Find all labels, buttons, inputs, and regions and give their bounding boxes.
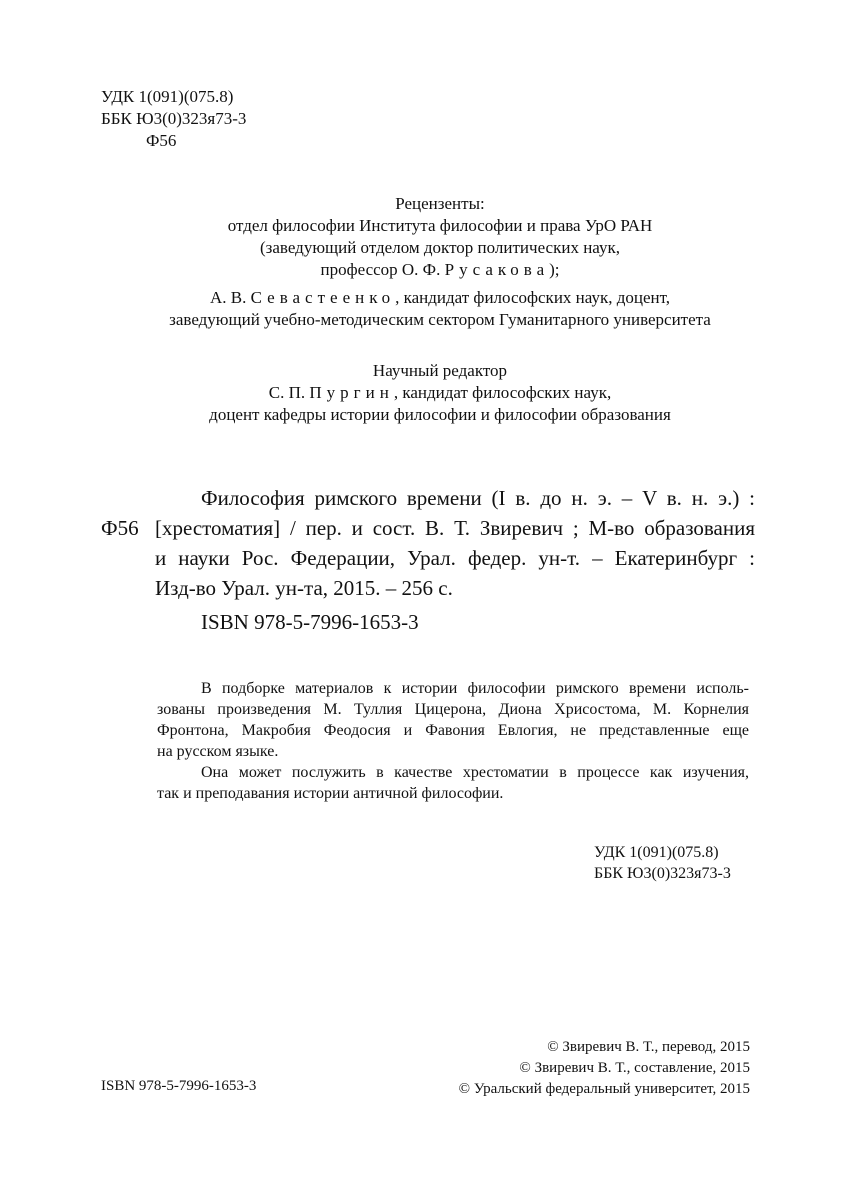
abstract-p2-line1: Она может послужить в качестве хрестоматии в процессе как изучения, xyxy=(201,764,749,781)
copyright-university: © Уральский федеральный университет, 2015 xyxy=(458,1081,750,1097)
editor-initials: С. П. xyxy=(268,383,306,402)
reviewers-section xyxy=(60,193,820,331)
editor-name: Пургин xyxy=(309,383,394,402)
abstract-p2-line2: так и преподавания истории античной философии. xyxy=(157,785,504,802)
catalog-line4: Изд-во Урал. ун-та, 2015. – 256 с. xyxy=(155,576,453,600)
reviewer-person-rest: , кандидат философских наук, доцент, xyxy=(395,288,670,307)
author-mark: Ф56 xyxy=(146,131,177,150)
abstract-p1-line3: Фронтона, Макробия Феодосия и Фавония Евлогия, не представленные еще xyxy=(157,722,749,739)
abstract xyxy=(157,678,749,804)
abstract-p1-line4: на русском языке. xyxy=(157,743,279,760)
bottom-codes xyxy=(594,842,731,884)
editor-line1 xyxy=(60,382,820,404)
catalog-record xyxy=(155,483,755,637)
header-codes xyxy=(101,86,246,152)
editor-line2: доцент кафедры истории философии и философии образования xyxy=(209,405,671,424)
reviewer-org-line3 xyxy=(60,259,820,281)
catalog-line3: и науки Рос. Федерации, Урал. федер. ун-т. – Екатеринбург : xyxy=(155,546,755,570)
reviewer-org-suffix: ); xyxy=(549,260,560,279)
abstract-p1-line2: зованы произведения М. Туллия Цицерона, Диона Хрисостома, М. Корнелия xyxy=(157,701,749,718)
reviewer-person-line1 xyxy=(60,287,820,309)
copyright-block xyxy=(459,1037,750,1100)
catalog-line2: [хрестоматия] / пер. и сост. В. Т. Звиревич ; М-во образования xyxy=(155,516,755,540)
catalog-isbn: ISBN 978-5-7996-1653-3 xyxy=(201,610,419,634)
editor-title: Научный редактор xyxy=(372,361,508,380)
copyright-compilation: © Звиревич В. Т., составление, 2015 xyxy=(519,1060,750,1076)
reviewer-org-name: Русакова xyxy=(444,260,550,279)
editor-section xyxy=(60,360,820,426)
reviewer-org-title: профессор О. Ф. xyxy=(320,260,441,279)
reviewer-person-name: Севастеенко xyxy=(250,288,396,307)
editor-line1-rest: , кандидат философских наук, xyxy=(393,383,612,402)
catalog-line1: Философия римского времени (I в. до н. э. – V в. н. э.) : xyxy=(201,486,755,510)
bottom-bbk-code: ББК Ю3(0)323я73-3 xyxy=(594,865,731,882)
bbk-code: ББК Ю3(0)323я73-3 xyxy=(101,109,247,128)
reviewers-title: Рецензенты: xyxy=(395,194,485,213)
udk-code: УДК 1(091)(075.8) xyxy=(101,87,234,106)
copyright-translation: © Звиревич В. Т., перевод, 2015 xyxy=(547,1039,750,1055)
abstract-p1-line1: В подборке материалов к истории философии римского времени исполь- xyxy=(201,680,749,697)
reviewer-person-line2: заведующий учебно-методическим сектором Гуманитарного университета xyxy=(169,310,711,329)
footer-isbn: ISBN 978-5-7996-1653-3 xyxy=(101,1078,257,1094)
reviewer-person-initials: А. В. xyxy=(209,288,247,307)
catalog-mark: Ф56 xyxy=(101,516,139,540)
reviewer-org-line1: отдел философии Института философии и права УрО РАН xyxy=(227,216,653,235)
bottom-udk-code: УДК 1(091)(075.8) xyxy=(594,844,719,861)
reviewer-org-line2: (заведующий отделом доктор политических наук, xyxy=(260,238,620,257)
